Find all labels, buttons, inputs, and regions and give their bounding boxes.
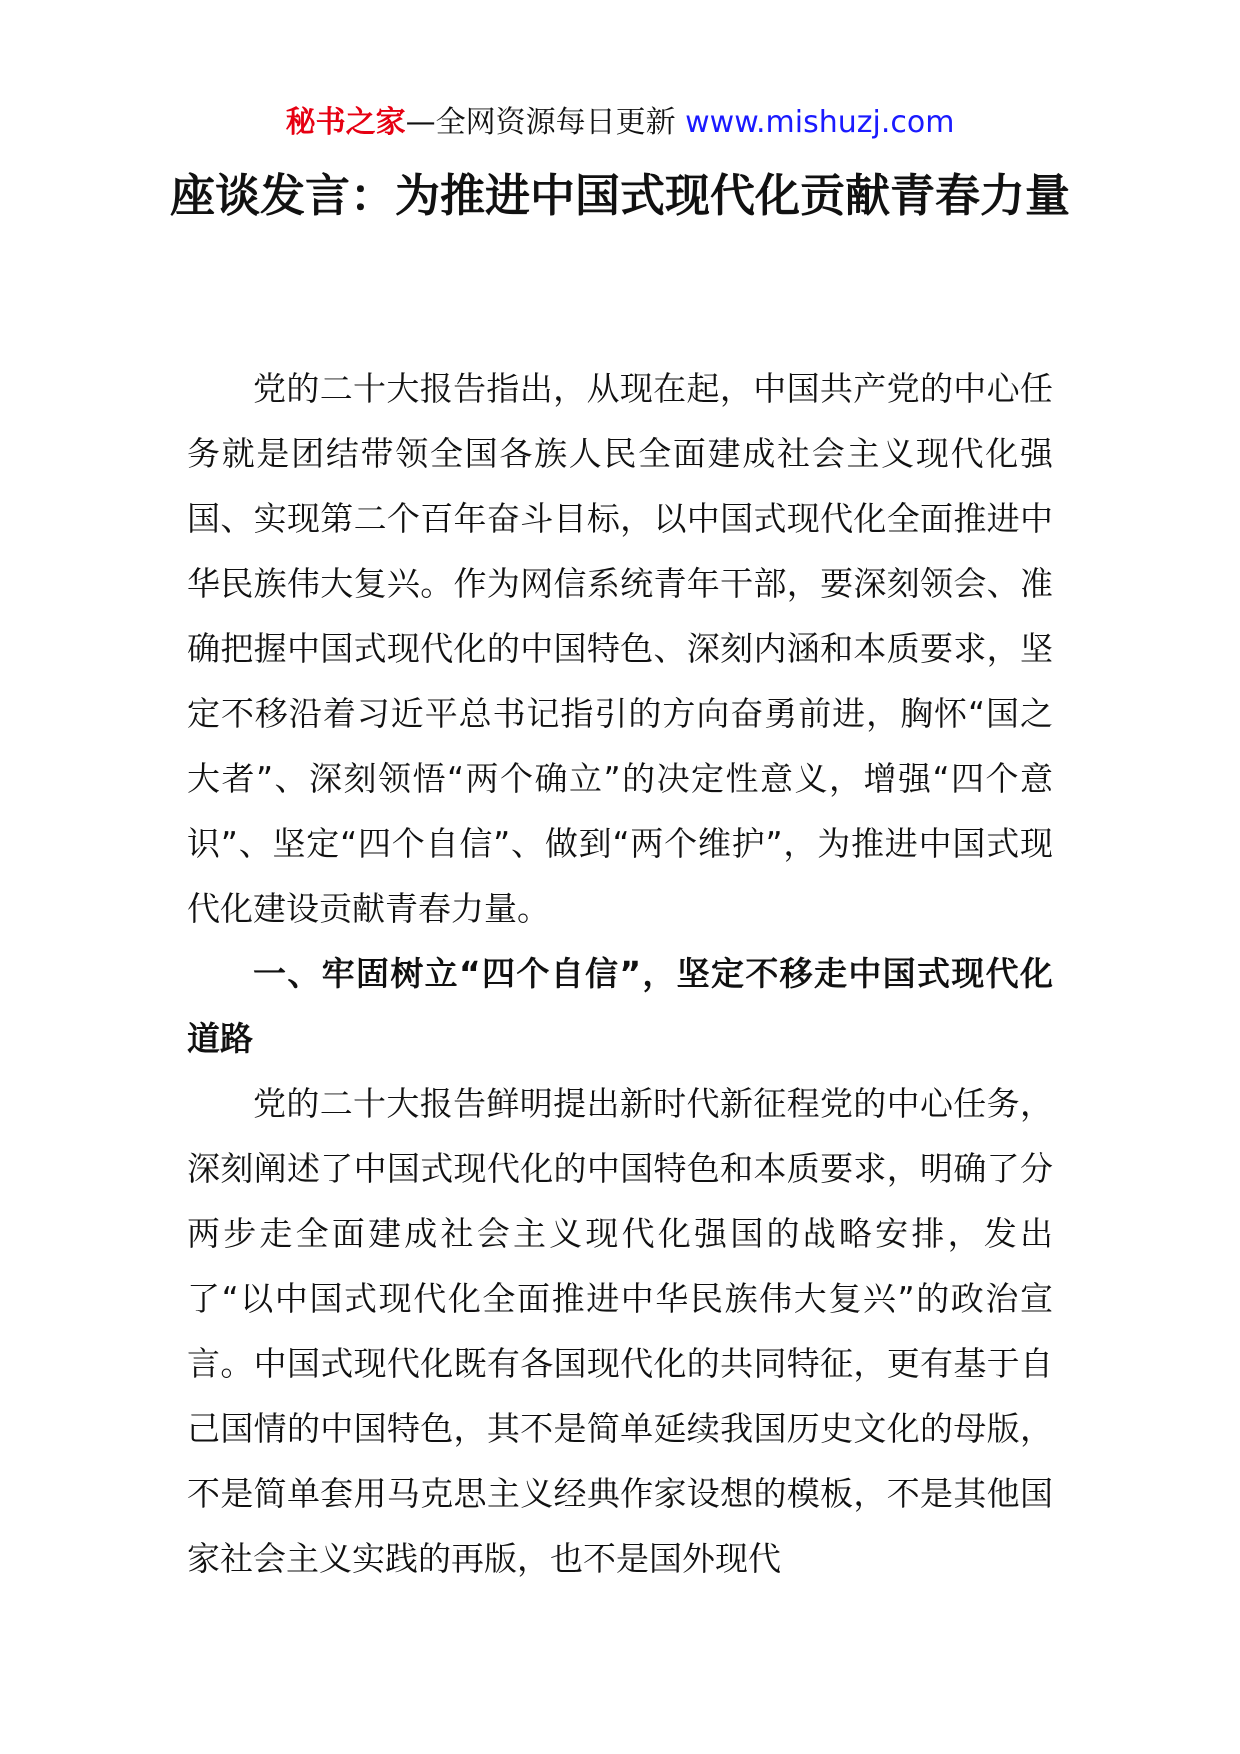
site-header: [0, 100, 1240, 146]
site-url-link[interactable]: www.mishuzj.com: [685, 105, 955, 140]
document-body: [187, 356, 1053, 1591]
brand-name: 秘书之家: [285, 105, 406, 140]
header-tagline: —全网资源每日更新: [405, 105, 676, 140]
paragraph-section-one: 党的二十大报告鲜明提出新时代新征程党的中心任务，深刻阐述了中国式现代化的中国特色和本质要求，明确了分两步走全面建成社会主义现代化强国的战略安排，发出了“以中国式现代化全面推进中华民族伟大复兴”的政治宣言。中国式现代化既有各国现代化的共同特征，更有基于自己国情的中国特色，其不是简单延续我国历史文化的母版，不是简单套用马克思主义经典作家设想的模板，不是其他国家社会主义实践的再版，也不是国外现代: [187, 1084, 1053, 1578]
paragraph-intro: 党的二十大报告指出，从现在起，中国共产党的中心任务就是团结带领全国各族人民全面建成社会主义现代化强国、实现第二个百年奋斗目标，以中国式现代化全面推进中华民族伟大复兴。作为网信系统青年干部，要深刻领会、准确把握中国式现代化的中国特色、深刻内涵和本质要求，坚定不移沿着习近平总书记指引的方向奋勇前进，胸怀“国之大者”、深刻领悟“两个确立”的决定性意义，增强“四个意识”、坚定“四个自信”、做到“两个维护”，为推进中国式现代化建设贡献青春力量。: [187, 369, 1053, 928]
document-title: 座谈发言：为推进中国式现代化贡献青春力量: [169, 169, 1070, 222]
section-heading: 一、牢固树立“四个自信”，坚定不移走中国式现代化道路: [187, 954, 1053, 1058]
